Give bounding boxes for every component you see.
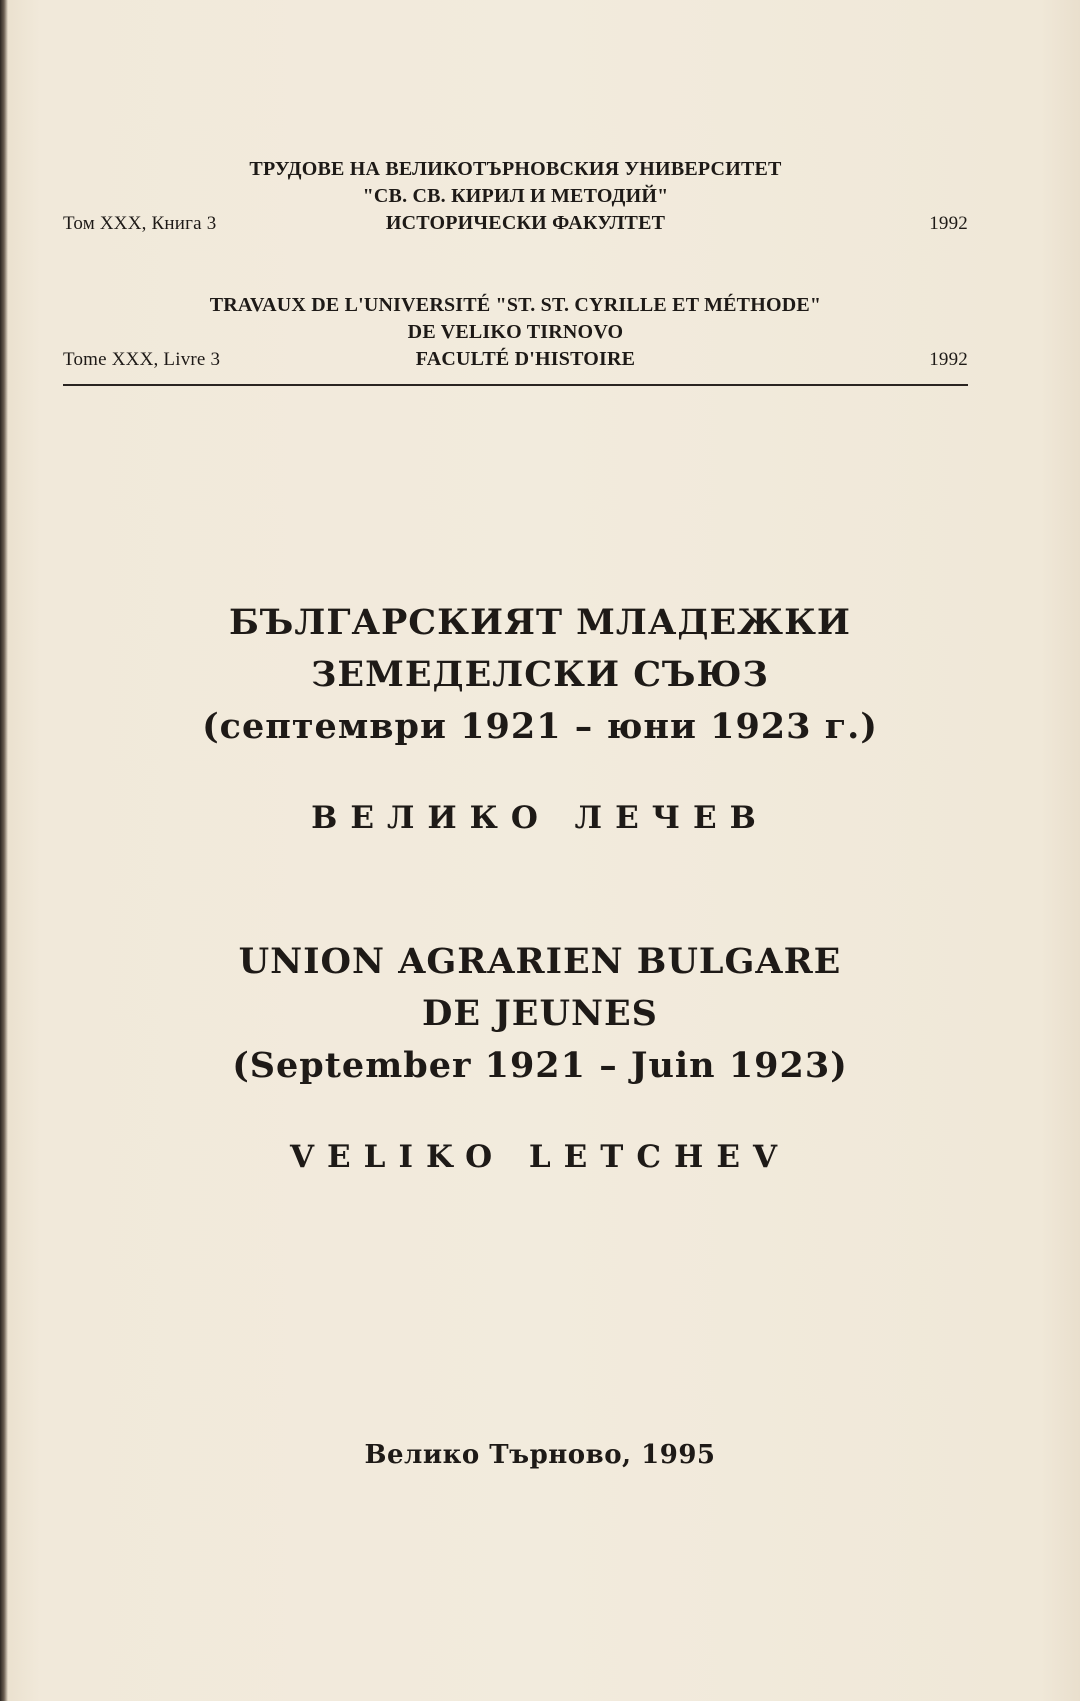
header-bg-line2: "СВ. СВ. КИРИЛ И МЕТОДИЙ" — [362, 185, 669, 207]
author-bulgarian: ВЕЛИКО ЛЕЧЕВ — [311, 800, 769, 836]
header-bulgarian — [63, 156, 968, 237]
header-french — [63, 292, 968, 373]
title-french — [0, 936, 1080, 1092]
header-bg-row — [63, 210, 968, 237]
title-fr-line3: (September 1921 – Juin 1923) — [232, 1045, 848, 1086]
header-bg-faculty: ИСТОРИЧЕСКИ ФАКУЛТЕТ — [385, 212, 666, 234]
header-fr-volume: Tome XXX, Livre 3 — [63, 349, 221, 370]
header-fr-line1: TRAVAUX DE L'UNIVERSITÉ "ST. ST. CYRILLE ET MÉTHODE" — [209, 294, 822, 316]
title-bg-line2: ЗЕМЕДЕЛСКИ СЪЮЗ — [311, 654, 769, 695]
header-bg-year: 1992 — [929, 213, 968, 234]
title-bulgarian — [0, 597, 1080, 753]
author-french: VELIKO LETCHEV — [289, 1139, 791, 1175]
imprint: Велико Търново, 1995 — [364, 1440, 716, 1470]
header-fr-row — [63, 346, 968, 373]
title-fr-line2: DE JEUNES — [422, 993, 658, 1034]
header-divider — [63, 384, 968, 386]
title-bg-line3: (септември 1921 – юни 1923 г.) — [202, 706, 878, 747]
header-fr-year: 1992 — [929, 349, 968, 370]
title-bg-line1: БЪЛГАРСКИЯТ МЛАДЕЖКИ — [228, 602, 851, 643]
title-fr-line1: UNION AGRARIEN BULGARE — [238, 941, 842, 982]
header-bg-volume: Том XXX, Книга 3 — [63, 213, 217, 234]
header-fr-line2: DE VELIKO TIRNOVO — [407, 321, 624, 343]
header-bg-line1: ТРУДОВЕ НА ВЕЛИКОТЪРНОВСКИЯ УНИВЕРСИТЕТ — [249, 158, 782, 180]
header-fr-faculty: FACULTÉ D'HISTOIRE — [415, 348, 636, 370]
